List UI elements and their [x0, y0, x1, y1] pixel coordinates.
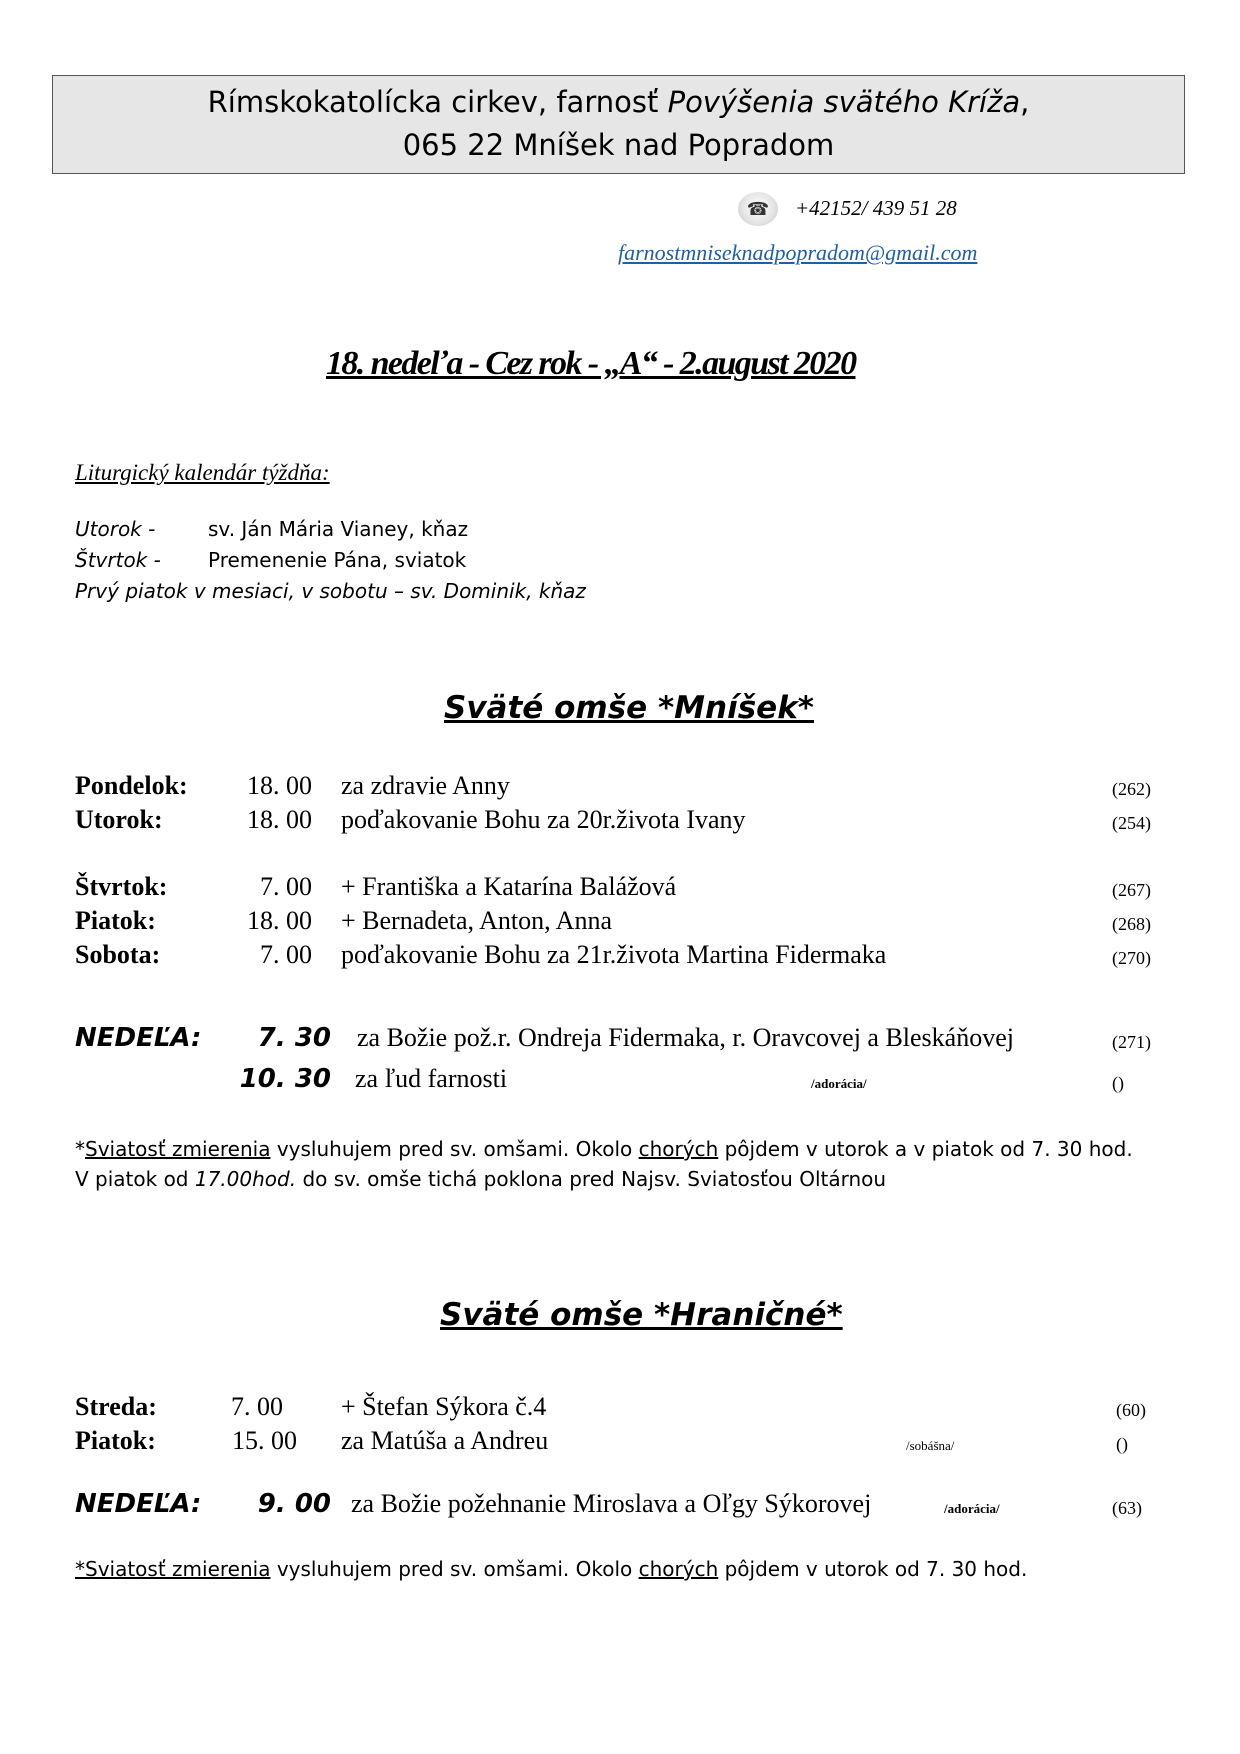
mass-day: Streda:	[75, 1392, 157, 1421]
mass-time: 7. 00	[260, 940, 312, 969]
note-sick: chorých	[638, 1137, 719, 1161]
mass-time: 7. 00	[260, 872, 312, 901]
mass-day: Utorok:	[75, 805, 163, 834]
liturgical-day: Štvrtok -	[75, 548, 161, 572]
note-sick: chorých	[638, 1557, 719, 1581]
mass-number: (270)	[1112, 948, 1151, 968]
liturgical-heading: Liturgický kalendár týždňa:	[75, 460, 330, 485]
phone-number: +42152/ 439 51 28	[795, 196, 957, 220]
email-link[interactable]: farnostmniseknadpopradom@gmail.com	[618, 240, 978, 265]
liturgical-extra: Prvý piatok v mesiaci, v sobotu – sv. Dominik, kňaz	[75, 579, 586, 603]
mass-intention: poďakovanie Bohu za 21r.života Martina Fidermaka	[341, 940, 887, 969]
page-title: 18. nedeľa - Cez rok - „A“ - 2.august 2020	[326, 345, 856, 382]
parish-name-prefix: Rímskokatolícka cirkev, farnosť	[207, 85, 668, 119]
note-text: V piatok od	[75, 1167, 195, 1191]
sunday-mass-intention: za ľud farnosti	[355, 1064, 508, 1093]
note-confession: *Sviatosť zmierenia	[75, 1557, 271, 1581]
note-text: do sv. omše tichá poklona pred Najsv. Sviatosťou Oltárnou	[296, 1167, 887, 1191]
mass-day: Piatok:	[75, 906, 156, 935]
mass-time: 7. 00	[231, 1392, 283, 1421]
sunday-label: NEDEĽA:	[75, 1489, 202, 1519]
mass-time: 18. 00	[247, 771, 312, 800]
note-text: pôjdem v utorok a v piatok od 7. 30 hod.	[718, 1137, 1133, 1161]
mass-time: 15. 00	[232, 1426, 297, 1455]
note-text: vysluhujem pred sv. omšami. Okolo	[270, 1137, 639, 1161]
parish-name-suffix: ,	[1020, 85, 1030, 119]
note-text: vysluhujem pred sv. omšami. Okolo	[270, 1557, 639, 1581]
mass-note: /sobášna/	[906, 1438, 955, 1453]
liturgical-text: Premenenie Pána, sviatok	[208, 548, 467, 572]
section-title-hranicne: Sväté omše *Hraničné*	[440, 1297, 843, 1333]
parish-address: 065 22 Mníšek nad Popradom	[402, 128, 835, 162]
sunday-mass-time: 10. 30	[239, 1064, 331, 1094]
mass-day: Štvrtok:	[75, 872, 168, 901]
confession-note	[75, 1557, 1027, 1581]
liturgical-day: Utorok -	[75, 517, 156, 541]
mass-number: (262)	[1112, 779, 1151, 799]
sunday-mass-time: 9. 00	[257, 1489, 331, 1519]
mass-time: 18. 00	[247, 805, 312, 834]
parish-name-line	[53, 81, 1184, 124]
note-star: *	[75, 1137, 85, 1161]
mass-number: (271)	[1112, 1032, 1151, 1052]
note-text: pôjdem v utorok od 7. 30 hod.	[718, 1557, 1028, 1581]
mass-intention: za zdravie Anny	[341, 771, 510, 800]
mass-day: Piatok:	[75, 1426, 156, 1455]
parish-header	[52, 75, 1185, 174]
mass-intention: poďakovanie Bohu za 20r.života Ivany	[341, 805, 746, 834]
note-time: 17.00hod.	[194, 1167, 297, 1191]
sunday-mass-intention: za Božie požehnanie Miroslava a Oľgy Sýkorovej	[351, 1489, 872, 1518]
mass-note: /adorácia/	[944, 1501, 1000, 1516]
mass-number: ()	[1112, 1073, 1124, 1093]
adoration-note	[75, 1167, 886, 1191]
note-confession: Sviatosť zmierenia	[85, 1137, 271, 1161]
mass-intention: za Matúša a Andreu	[341, 1426, 549, 1455]
mass-time: 18. 00	[247, 906, 312, 935]
sunday-label: NEDEĽA:	[75, 1023, 202, 1053]
confession-note	[75, 1137, 1133, 1161]
sunday-mass-intention: za Božie pož.r. Ondreja Fidermaka, r. Oravcovej a Bleskáňovej	[357, 1023, 1014, 1052]
mass-intention: + Štefan Sýkora č.4	[341, 1392, 547, 1421]
section-title-mnisek: Sväté omše *Mníšek*	[444, 690, 815, 726]
mass-number: (60)	[1116, 1400, 1146, 1420]
sunday-mass-time: 7. 30	[257, 1023, 331, 1053]
mass-intention: + Františka a Katarína Balážová	[341, 872, 677, 901]
mass-note: /adorácia/	[811, 1076, 867, 1091]
mass-number: (63)	[1112, 1498, 1142, 1518]
mass-day: Pondelok:	[75, 771, 188, 800]
mass-intention: + Bernadeta, Anton, Anna	[341, 906, 612, 935]
mass-number: (254)	[1112, 813, 1151, 833]
mass-number: (268)	[1112, 914, 1151, 934]
liturgical-text: sv. Ján Mária Vianey, kňaz	[208, 517, 469, 541]
parish-name-italic: Povýšenia svätého Kríža	[667, 85, 1021, 119]
telephone-icon: ☎	[738, 192, 778, 226]
mass-number: ()	[1116, 1434, 1128, 1454]
mass-day: Sobota:	[75, 940, 161, 969]
mass-number: (267)	[1112, 880, 1151, 900]
